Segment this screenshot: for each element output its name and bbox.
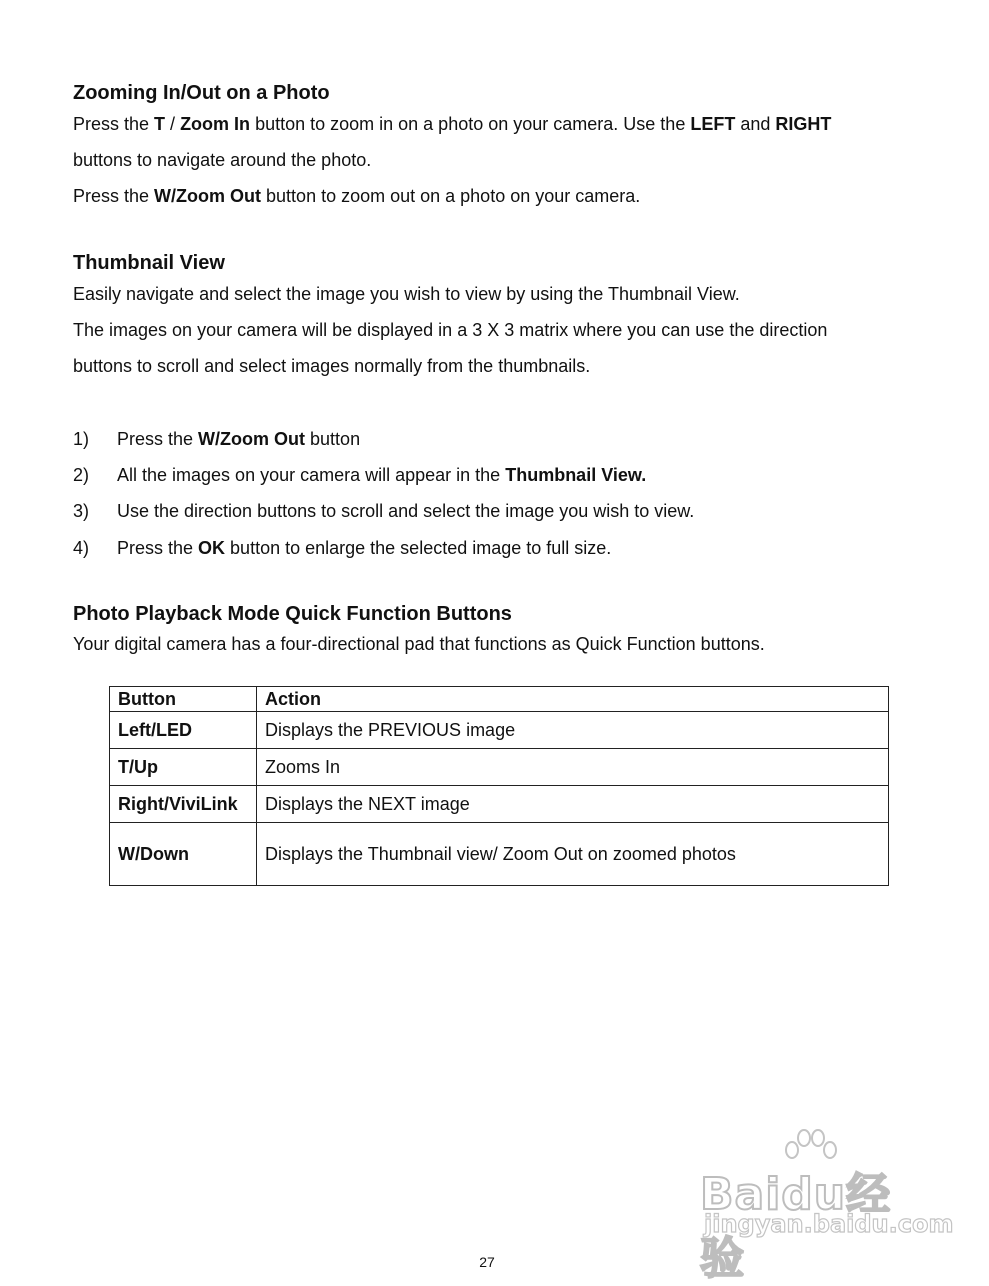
- table-cell-action: Zooms In: [257, 749, 889, 786]
- table-cell-button: Right/ViviLink: [110, 786, 257, 823]
- thumbnail-line-3: buttons to scroll and select images normally from the thumbnails.: [73, 356, 591, 376]
- table-row: [110, 823, 889, 886]
- zoom-line-2: buttons to navigate around the photo.: [73, 150, 372, 170]
- table-cell-action: Displays the PREVIOUS image: [257, 712, 889, 749]
- thumbnail-section-title: Thumbnail View: [73, 252, 225, 274]
- thumbnail-line-2: The images on your camera will be displayed in a 3 X 3 matrix where you can use the direction: [73, 320, 828, 340]
- table-cell-action: Displays the Thumbnail view/ Zoom Out on zoomed photos: [257, 823, 889, 886]
- table-row: [110, 712, 889, 749]
- table-cell-button: Left/LED: [110, 712, 257, 749]
- step-text: Use the direction buttons to scroll and select the image you wish to view.: [117, 501, 695, 521]
- zoom-line-1: Press the T / Zoom In button to zoom in on a photo on your camera. Use the LEFT and RIGHT: [73, 114, 832, 134]
- step-text: Press the OK button to enlarge the selected image to full size.: [117, 538, 612, 558]
- thumbnail-line-1: Easily navigate and select the image you wish to view by using the Thumbnail View.: [73, 284, 740, 304]
- step-text: Press the W/Zoom Out button: [117, 429, 361, 449]
- baidu-watermark: [700, 1128, 954, 1284]
- zoom-section-title: Zooming In/Out on a Photo: [73, 82, 330, 104]
- quick-function-table: [109, 686, 889, 886]
- page-number: 27: [479, 1254, 495, 1270]
- step-number: 4): [73, 538, 90, 558]
- step-number: 3): [73, 501, 90, 521]
- table-row: [110, 786, 889, 823]
- table-row: [110, 749, 889, 786]
- watermark-brand: Baidu经验: [700, 1169, 892, 1284]
- table-cell-button: T/Up: [110, 749, 257, 786]
- table-header-button: Button: [110, 687, 257, 712]
- step-number: 1): [73, 429, 90, 449]
- table-header-action: Action: [257, 687, 889, 712]
- table-cell-button: W/Down: [110, 823, 257, 886]
- watermark-url: jingyan.baidu.com: [704, 1210, 954, 1238]
- quick-section-title: Photo Playback Mode Quick Function Buttons: [73, 603, 512, 625]
- step-number: 2): [73, 465, 90, 485]
- quick-intro: Your digital camera has a four-directional pad that functions as Quick Function buttons.: [73, 634, 765, 654]
- step-text: All the images on your camera will appear in the Thumbnail View.: [117, 465, 647, 485]
- zoom-line-3: Press the W/Zoom Out button to zoom out on a photo on your camera.: [73, 186, 641, 206]
- table-header-row: [110, 687, 889, 712]
- table-cell-action: Displays the NEXT image: [257, 786, 889, 823]
